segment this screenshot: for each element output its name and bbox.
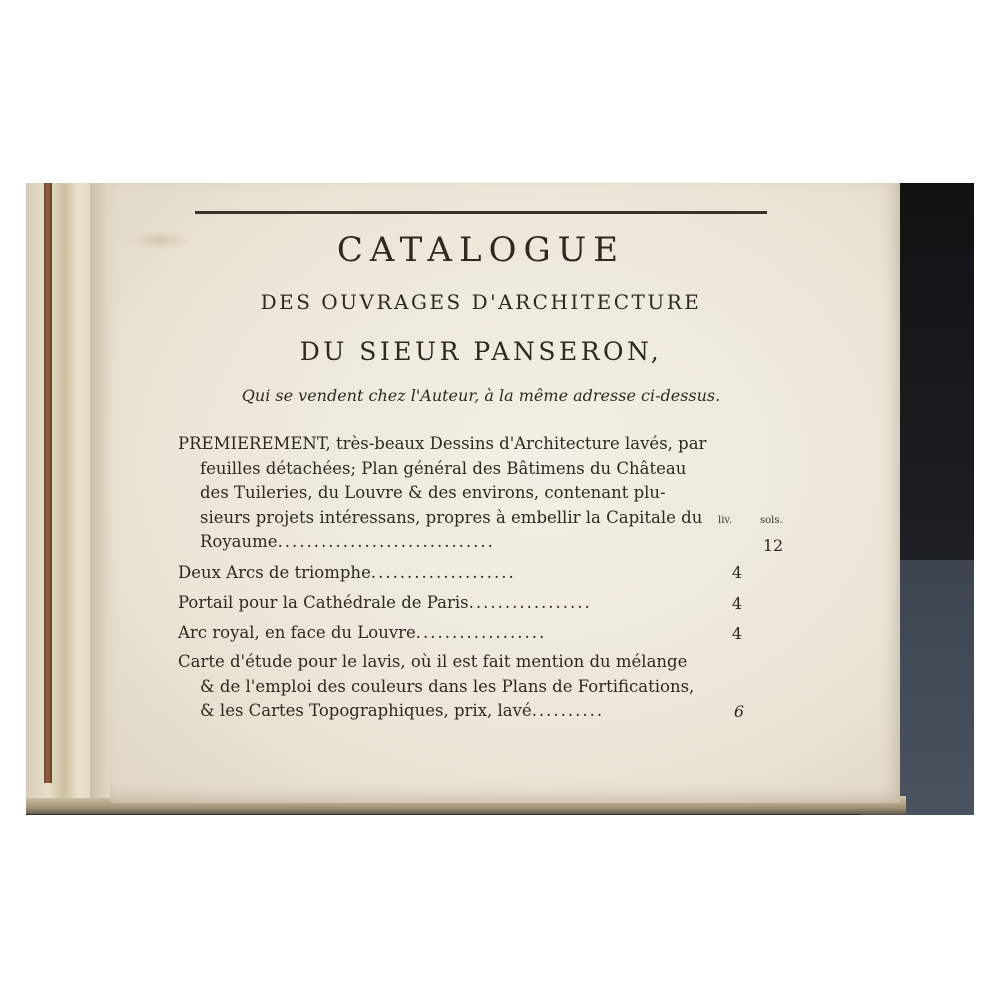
catalogue-entry — [178, 621, 708, 646]
catalogue-title: CATALOGUE — [336, 230, 626, 270]
entry-line: Portail pour la Cathédrale de Paris — [178, 593, 469, 612]
catalogue-subtitle-address: Qui se vendent chez l'Auteur, à la même adresse ci-dessus. — [241, 386, 721, 405]
price-livres: 6 — [733, 702, 745, 721]
price-livres: 4 — [731, 594, 743, 613]
dot-leaders: .......... — [531, 701, 605, 720]
catalogue-subtitle-author: DU SIEUR PANSERON, — [299, 337, 663, 366]
entry-line: PREMIEREMENT, très-beaux Dessins d'Architecture lavés, par — [178, 434, 707, 453]
entry-line: & de l'emploi des couleurs dans les Plans de Fortifications, — [200, 676, 695, 696]
entry-line: Deux Arcs de triomphe — [178, 563, 371, 582]
entry-line: Carte d'étude pour le lavis, où il est fait mention du mélange — [178, 652, 688, 671]
entry-line: & les Cartes Topographiques, prix, lavé — [200, 701, 532, 720]
catalogue-entry — [178, 650, 708, 724]
book-spine — [26, 183, 96, 798]
price-livres: 4 — [731, 624, 743, 643]
catalogue-subtitle-works: DES OUVRAGES D'ARCHITECTURE — [260, 290, 702, 314]
binding-thread — [44, 183, 52, 783]
catalogue-entry — [178, 432, 708, 555]
entry-line: des Tuileries, du Louvre & des environs, contenant plu- — [200, 483, 666, 502]
entry-line: feuilles détachées; Plan général des Bâtimens du Château — [200, 458, 687, 478]
livres-column-header: liv. — [718, 515, 733, 526]
price-livres: 4 — [731, 563, 743, 582]
dot-leaders: ................. — [468, 593, 592, 612]
entry-line: Arc royal, en face du Louvre — [178, 623, 416, 642]
dot-leaders: .................... — [370, 563, 516, 582]
dot-leaders: .................. — [415, 623, 547, 642]
catalogue-entry — [178, 591, 708, 616]
entry-line: sieurs projets intéressans, propres à embellir la Capitale du — [200, 507, 703, 527]
catalogue-entry — [178, 561, 708, 586]
foxing-stain — [130, 230, 190, 250]
dot-leaders: .............................. — [277, 532, 495, 551]
price-sols: 12 — [762, 536, 784, 555]
header-rule — [195, 211, 767, 214]
sols-column-header: sols. — [760, 515, 783, 526]
entry-line: Royaume — [200, 532, 278, 551]
